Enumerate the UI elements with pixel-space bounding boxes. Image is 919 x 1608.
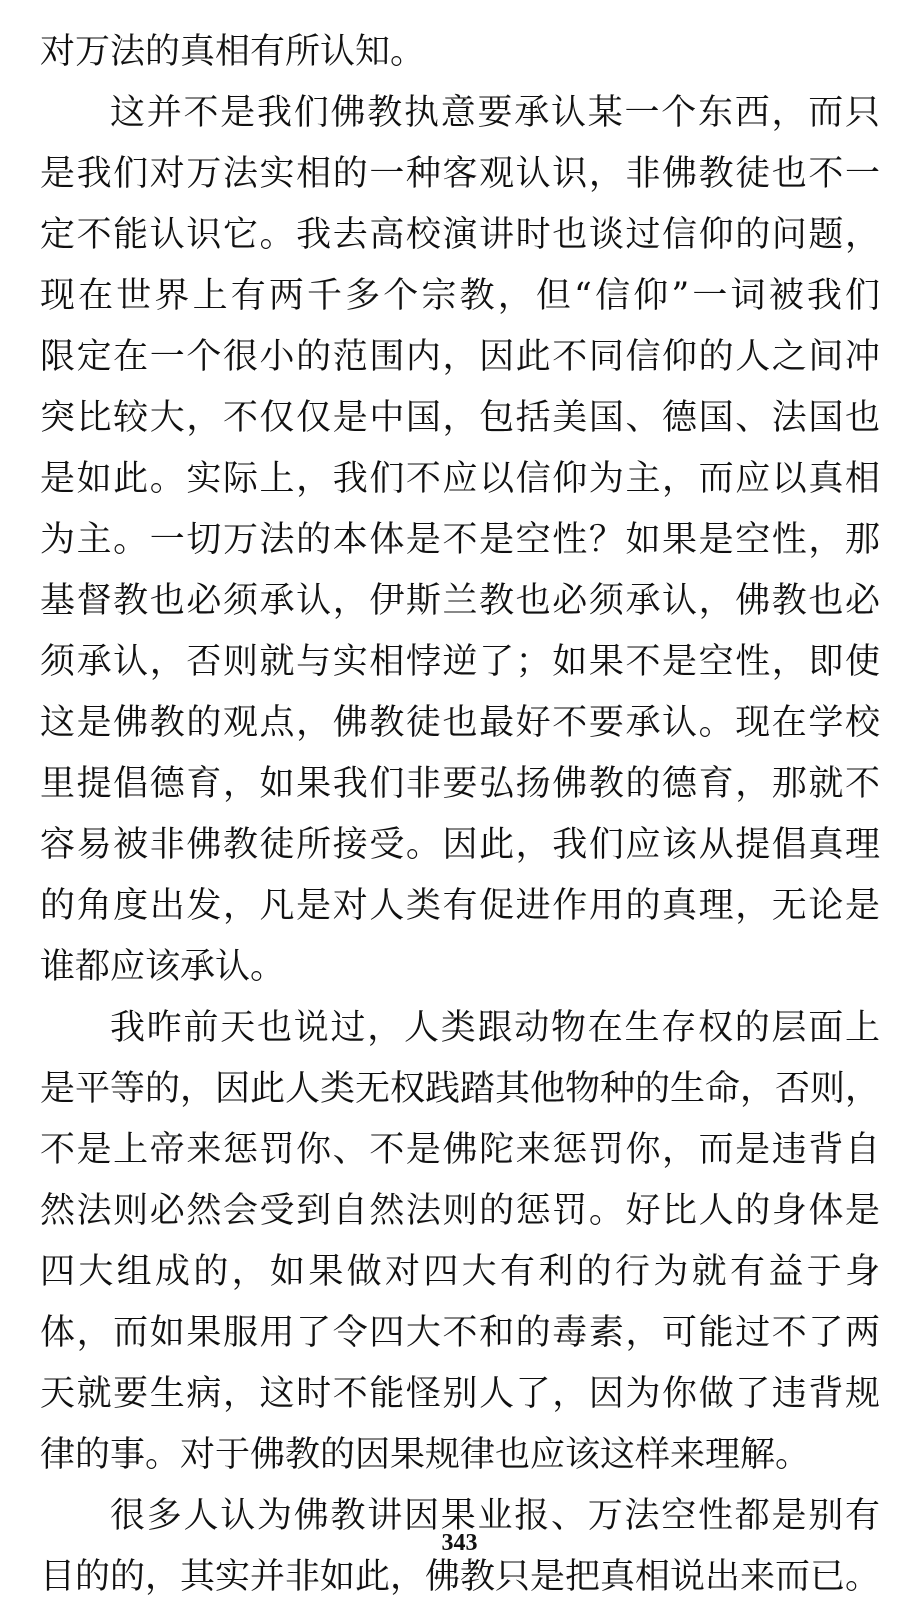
text-line: 为主。一切万法的本体是不是空性？如果是空性，那 xyxy=(40,520,880,560)
text-line: 我昨前天也说过，人类跟动物在生存权的层面上 xyxy=(110,1008,880,1048)
text-line: 里提倡德育，如果我们非要弘扬佛教的德育，那就不 xyxy=(40,764,880,804)
text-line: 的角度出发，凡是对人类有促进作用的真理，无论是 xyxy=(40,886,880,926)
text-line: 律的事。对于佛教的因果规律也应该这样来理解。 xyxy=(40,1435,811,1475)
text-line: 定不能认识它。我去高校演讲时也谈过信仰的问题， xyxy=(40,215,880,255)
text-line: 突比较大，不仅仅是中国，包括美国、德国、法国也 xyxy=(40,398,880,438)
text-line: 目的的，其实并非如此，佛教只是把真相说出来而已。 xyxy=(40,1557,880,1597)
text-line: 天就要生病，这时不能怪别人了，因为你做了违背规 xyxy=(40,1374,880,1414)
text-line: 是平等的，因此人类无权践踏其他物种的生命，否则， xyxy=(40,1069,880,1109)
body-text xyxy=(40,22,880,1608)
text-line: 须承认，否则就与实相悖逆了；如果不是空性，即使 xyxy=(40,642,880,682)
text-line: 现在世界上有两千多个宗教，但“信仰”一词被我们 xyxy=(40,276,880,316)
text-line: 是我们对万法实相的一种客观认识，非佛教徒也不一 xyxy=(40,154,880,194)
text-line: 容易被非佛教徒所接受。因此，我们应该从提倡真理 xyxy=(40,825,880,865)
text-line: 这是佛教的观点，佛教徒也最好不要承认。现在学校 xyxy=(40,703,880,743)
text-line: 体，而如果服用了令四大不和的毒素，可能过不了两 xyxy=(40,1313,880,1353)
text-line: 四大组成的，如果做对四大有利的行为就有益于身 xyxy=(40,1252,880,1292)
text-line: 是如此。实际上，我们不应以信仰为主，而应以真相 xyxy=(40,459,880,499)
text-line: 基督教也必须承认，伊斯兰教也必须承认，佛教也必 xyxy=(40,581,880,621)
text-line: 然法则必然会受到自然法则的惩罚。好比人的身体是 xyxy=(40,1191,880,1231)
text-line: 这并不是我们佛教执意要承认某一个东西，而只 xyxy=(110,93,880,133)
text-line: 对万法的真相有所认知。 xyxy=(40,32,426,72)
page-number: 343 xyxy=(441,1530,478,1556)
text-line: 不是上帝来惩罚你、不是佛陀来惩罚你，而是违背自 xyxy=(40,1130,880,1170)
text-line: 很多人认为佛教讲因果业报、万法空性都是别有 xyxy=(110,1496,880,1536)
text-line: 谁都应该承认。 xyxy=(40,947,286,987)
text-line: 限定在一个很小的范围内，因此不同信仰的人之间冲 xyxy=(40,337,880,377)
